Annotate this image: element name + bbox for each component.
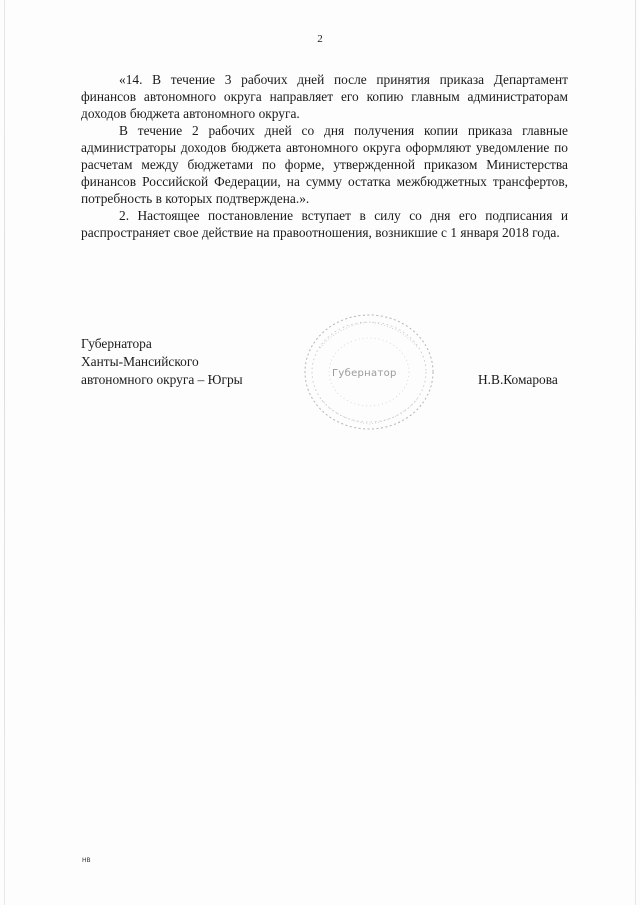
signatory-title-line: Ханты-Мансийского	[81, 354, 199, 369]
page-number: 2	[317, 33, 323, 45]
footer-initials: НВ	[82, 857, 91, 864]
paragraph-clause-14: «14. В течение 3 рабочих дней после принятия приказа Департамент финансов автономного округа направляет его копию главным администраторам доходов бюджета автономного округа.	[81, 72, 568, 121]
signatory-title	[81, 335, 243, 389]
scan-edge-left	[4, 0, 5, 905]
official-seal	[298, 308, 440, 436]
signatory-title-line: автономного округа – Югры	[81, 372, 243, 387]
paragraph-effective-date: 2. Настоящее постановление вступает в силу со дня его подписания и распространяет свое действие на правоотношения, возникшие с 1 января 2018 года.	[81, 208, 568, 240]
paragraph-notification: В течение 2 рабочих дней со дня получения копии приказа главные администраторы доходов бюджета автономного округа оформляют уведомление по расчетам между бюджетами по форме, утвержденной приказом Министерства финансов Российской Федерации, на сумму остатка межбюджетных трансфертов, потребность в которых подтверждена.».	[81, 123, 568, 206]
scan-edge-right	[635, 0, 636, 905]
seal-text: Губернатор	[332, 368, 397, 379]
signatory-name: Н.В.Комарова	[478, 372, 558, 387]
document-body	[81, 71, 568, 241]
signatory-title-line: Губернатора	[81, 336, 152, 351]
